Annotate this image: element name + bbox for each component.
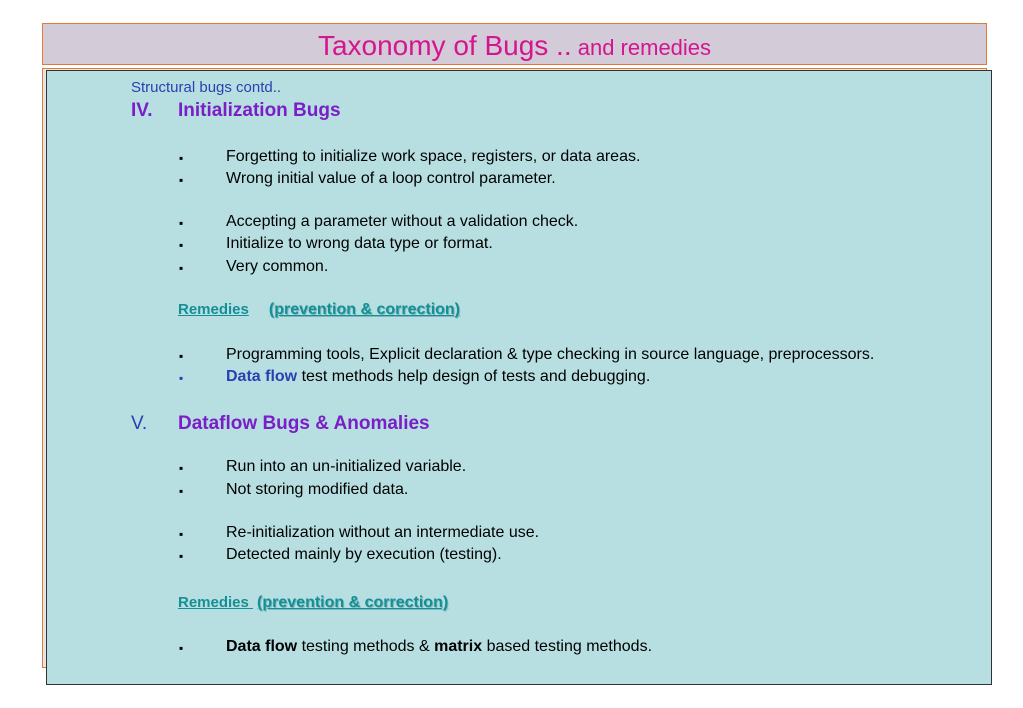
- section-iv-number: IV.: [131, 100, 153, 121]
- bullet-icon: ▪: [179, 549, 184, 563]
- subtitle: Structural bugs contd..: [131, 79, 282, 96]
- remedies-heading-v: [178, 594, 448, 612]
- list-item: Very common.: [226, 258, 329, 275]
- remedies-heading-iv: [178, 301, 460, 319]
- bullet-icon: ▪: [179, 527, 184, 541]
- list-item: Re-initialization without an intermediate use.: [226, 524, 540, 541]
- section-iv-heading: Initialization Bugs: [178, 100, 341, 121]
- data-flow-bold: Data flow: [226, 638, 298, 655]
- bullet-icon: ▪: [179, 461, 184, 475]
- bullet-icon: ▪: [179, 371, 184, 385]
- list-item-text: test methods help design of tests and debugging.: [297, 368, 651, 385]
- list-item-text: based testing methods.: [482, 638, 653, 655]
- remedies-label: Remedies: [178, 594, 254, 611]
- bullet-icon: ▪: [179, 261, 184, 275]
- remedies-paren: (prevention & correction): [268, 301, 461, 318]
- list-item: Forgetting to initialize work space, registers, or data areas.: [226, 148, 641, 165]
- list-item: Detected mainly by execution (testing).: [226, 546, 502, 563]
- remedies-paren: (prevention & correction): [257, 594, 449, 611]
- title-sub: and remedies: [571, 35, 712, 60]
- list-item-text: testing methods &: [297, 638, 435, 655]
- section-v-number: V.: [131, 413, 148, 434]
- title-main: Taxonomy of Bugs ..: [317, 30, 572, 61]
- bullet-icon: ▪: [179, 484, 184, 498]
- bullet-icon: ▪: [179, 238, 184, 252]
- bullet-icon: ▪: [179, 151, 184, 165]
- slide-title: [42, 23, 987, 65]
- data-flow-highlight: Data flow: [226, 368, 298, 385]
- list-item: [226, 638, 652, 656]
- list-item: Accepting a parameter without a validation check.: [226, 213, 579, 230]
- bullet-icon: ▪: [179, 641, 184, 655]
- list-item: Not storing modified data.: [226, 481, 409, 498]
- list-item: Run into an un-initialized variable.: [226, 458, 467, 475]
- list-item: Wrong initial value of a loop control parameter.: [226, 170, 556, 187]
- bullet-icon: ▪: [179, 349, 184, 363]
- section-v-heading: Dataflow Bugs & Anomalies: [178, 413, 430, 434]
- list-item: Programming tools, Explicit declaration & type checking in source language, preprocessors.: [226, 346, 875, 363]
- matrix-bold: matrix: [434, 638, 483, 655]
- remedies-label: Remedies: [178, 301, 249, 318]
- content-panel: [46, 70, 992, 685]
- list-item: Initialize to wrong data type or format.: [226, 235, 493, 252]
- bullet-icon: ▪: [179, 216, 184, 230]
- list-item: [226, 368, 650, 386]
- bullet-icon: ▪: [179, 173, 184, 187]
